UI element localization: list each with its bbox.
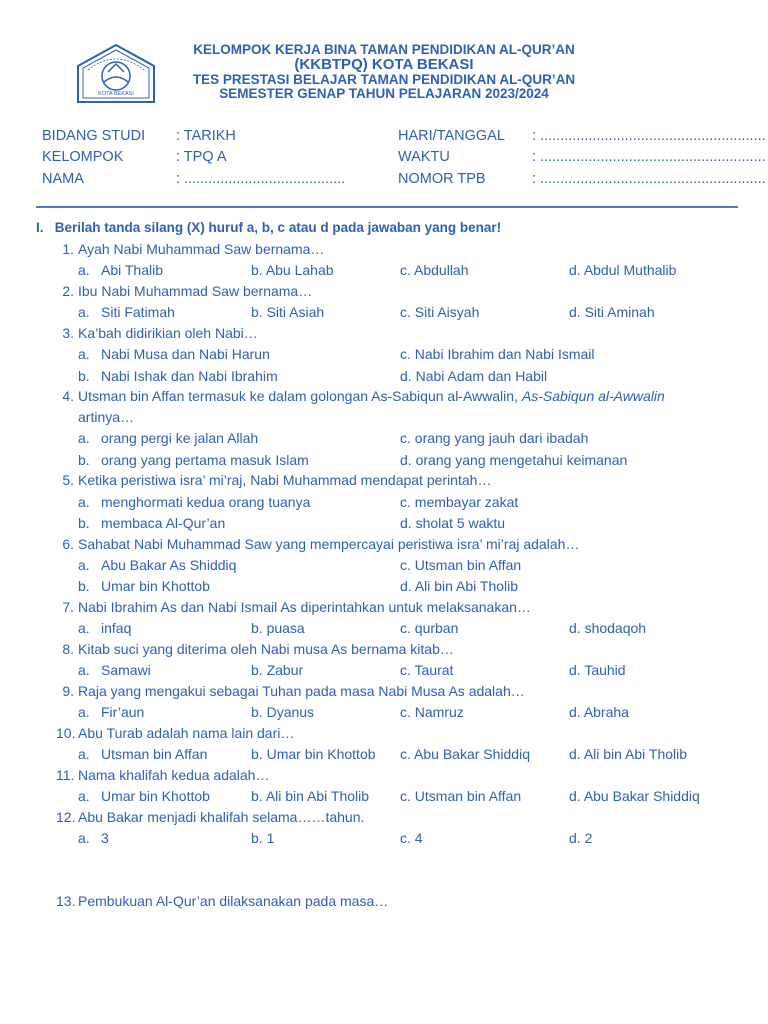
option-11c[interactable]: c. Utsman bin Affan bbox=[400, 788, 522, 804]
option-1c[interactable]: c. Abdullah bbox=[400, 262, 469, 278]
question-text: Abu Bakar menjadi khalifah selama……tahun. bbox=[78, 809, 365, 825]
instruction-text: Berilah tanda silang (X) huruf a, b, c atau d pada jawaban yang benar! bbox=[54, 220, 502, 235]
question-text: Ibu Nabi Muhammad Saw bernama… bbox=[78, 283, 313, 299]
bidang-studi-value: : TARIKH bbox=[176, 128, 236, 144]
option-9c[interactable]: c. Namruz bbox=[400, 704, 464, 720]
option-7a[interactable]: a. infaq bbox=[78, 620, 132, 636]
option-11b[interactable]: b. Ali bin Abi Tholib bbox=[251, 788, 370, 804]
option-7c[interactable]: c. qurban bbox=[400, 620, 459, 636]
kelompok-value: : TPQ A bbox=[176, 149, 227, 165]
option-2b[interactable]: b. Siti Asiah bbox=[251, 304, 325, 320]
section-instruction bbox=[36, 220, 501, 235]
question-text: Nama khalifah kedua adalah… bbox=[78, 767, 270, 783]
question-number: 4. bbox=[62, 388, 74, 404]
option-7b[interactable]: b. puasa bbox=[251, 620, 305, 636]
option-5b[interactable]: b. membaca Al-Qur’an bbox=[78, 515, 226, 531]
option-5d[interactable]: d. sholat 5 waktu bbox=[400, 515, 506, 531]
option-7d[interactable]: d. shodaqoh bbox=[569, 620, 647, 636]
option-8b[interactable]: b. Zabur bbox=[251, 662, 304, 678]
question-text: Sahabat Nabi Muhammad Saw yang mempercayai peristiwa isra’ mi’raj adalah… bbox=[78, 536, 580, 552]
option-11a[interactable]: a. Umar bin Khottob bbox=[78, 788, 210, 804]
question-number: 11. bbox=[56, 767, 75, 783]
question-number: 13. bbox=[56, 893, 76, 909]
bidang-studi-label: BIDANG STUDI bbox=[42, 128, 146, 144]
option-3d[interactable]: d. Nabi Adam dan Habil bbox=[400, 368, 548, 384]
option-8a[interactable]: a. Samawi bbox=[78, 662, 151, 678]
nama-label: NAMA bbox=[42, 171, 84, 187]
question-text: Ayah Nabi Muhammad Saw bernama… bbox=[78, 241, 325, 257]
option-10a[interactable]: a. Utsman bin Affan bbox=[78, 746, 208, 762]
question-number: 9. bbox=[62, 683, 74, 699]
question-text: Abu Turab adalah nama lain dari… bbox=[78, 725, 295, 741]
question-text-italic: As-Sabiqun al-Awwalin bbox=[521, 388, 665, 404]
option-4a[interactable]: a. orang pergi ke jalan Allah bbox=[78, 430, 259, 446]
divider-line bbox=[36, 206, 738, 208]
option-12a[interactable]: a. 3 bbox=[78, 830, 109, 846]
header-line-1: KELOMPOK KERJA BINA TAMAN PENDIDIKAN AL-QUR’AN bbox=[193, 42, 575, 57]
option-3b[interactable]: b. Nabi Ishak dan Nabi Ibrahim bbox=[78, 368, 278, 384]
option-12d[interactable]: d. 2 bbox=[569, 830, 593, 846]
option-1b[interactable]: b. Abu Lahab bbox=[251, 262, 334, 278]
option-6c[interactable]: c. Utsman bin Affan bbox=[400, 557, 522, 573]
kkbtpq-logo bbox=[74, 42, 158, 106]
question-text: Utsman bin Affan termasuk ke dalam golongan As-Sabiqun al-Awwalin, bbox=[78, 388, 518, 404]
option-11d[interactable]: d. Abu Bakar Shiddiq bbox=[569, 788, 700, 804]
hari-tanggal-label: HARI/TANGGAL bbox=[398, 128, 505, 144]
option-10c[interactable]: c. Abu Bakar Shiddiq bbox=[400, 746, 530, 762]
waktu-label: WAKTU bbox=[398, 149, 450, 165]
question-number: 10. bbox=[56, 725, 76, 741]
question-text: Ketika peristiwa isra’ mi’raj, Nabi Muhammad mendapat perintah… bbox=[78, 472, 492, 488]
option-1d[interactable]: d. Abdul Muthalib bbox=[569, 262, 677, 278]
kelompok-label: KELOMPOK bbox=[42, 149, 124, 165]
option-6b[interactable]: b. Umar bin Khottob bbox=[78, 578, 210, 594]
nama-field[interactable]: : ........................................ bbox=[176, 171, 346, 187]
option-5a[interactable]: a. menghormati kedua orang tuanya bbox=[78, 494, 311, 510]
question-number: 8. bbox=[62, 641, 74, 657]
header-line-4: SEMESTER GENAP TAHUN PELAJARAN 2023/2024 bbox=[219, 86, 549, 101]
question-number: 7. bbox=[62, 599, 74, 615]
option-9d[interactable]: d. Abraha bbox=[569, 704, 629, 720]
section-numeral: I. bbox=[36, 220, 44, 235]
header-line-3: TES PRESTASI BELAJAR TAMAN PENDIDIKAN AL-QUR’AN bbox=[192, 72, 576, 87]
option-12c[interactable]: c. 4 bbox=[400, 830, 423, 846]
logo-text: KOTA BEKASI bbox=[98, 91, 134, 97]
header-line-2: (KKBTPQ) KOTA BEKASI bbox=[294, 56, 474, 73]
question-number: 6. bbox=[62, 536, 74, 552]
question-text: Ka’bah didirikian oleh Nabi… bbox=[78, 325, 258, 341]
option-2d[interactable]: d. Siti Aminah bbox=[569, 304, 655, 320]
option-2c[interactable]: c. Siti Aisyah bbox=[400, 304, 480, 320]
option-6a[interactable]: a. Abu Bakar As Shiddiq bbox=[78, 557, 237, 573]
option-3c[interactable]: c. Nabi Ibrahim dan Nabi Ismail bbox=[400, 346, 595, 362]
hari-tanggal-field[interactable]: : ........................................................ bbox=[532, 128, 766, 144]
option-10d[interactable]: d. Ali bin Abi Tholib bbox=[569, 746, 688, 762]
option-8c[interactable]: c. Taurat bbox=[400, 662, 454, 678]
question-number: 3. bbox=[62, 325, 74, 341]
option-12b[interactable]: b. 1 bbox=[251, 830, 275, 846]
question-text: Raja yang mengakui sebagai Tuhan pada masa Nabi Musa As adalah… bbox=[78, 683, 525, 699]
question-text: artinya… bbox=[78, 409, 135, 425]
option-4d[interactable]: d. orang yang mengetahui keimanan bbox=[400, 452, 628, 468]
option-4c[interactable]: c. orang yang jauh dari ibadah bbox=[400, 430, 589, 446]
option-3a[interactable]: a. Nabi Musa dan Nabi Harun bbox=[78, 346, 270, 362]
question-text: Nabi Ibrahim As dan Nabi Ismail As diperintahkan untuk melaksanakan… bbox=[78, 599, 531, 615]
option-2a[interactable]: a. Siti Fatimah bbox=[78, 304, 175, 320]
option-4b[interactable]: b. orang yang pertama masuk Islam bbox=[78, 452, 309, 468]
option-9b[interactable]: b. Dyanus bbox=[251, 704, 315, 720]
option-1a[interactable]: a. Abi Thalib bbox=[78, 262, 164, 278]
question-text: Pembukuan Al-Qur’an dilaksanakan pada masa… bbox=[78, 893, 389, 909]
question-number: 5. bbox=[62, 472, 74, 488]
question-text: Kitab suci yang diterima oleh Nabi musa As bernama kitab… bbox=[78, 641, 454, 657]
option-6d[interactable]: d. Ali bin Abi Tholib bbox=[400, 578, 519, 594]
option-10b[interactable]: b. Umar bin Khottob bbox=[251, 746, 376, 762]
question-number: 12. bbox=[56, 809, 76, 825]
question-number: 2. bbox=[62, 283, 74, 299]
option-8d[interactable]: d. Tauhid bbox=[569, 662, 626, 678]
question-number: 1. bbox=[62, 241, 74, 257]
option-9a[interactable]: a. Fir’aun bbox=[78, 704, 145, 720]
nomor-tpb-field[interactable]: : ........................................................ bbox=[532, 171, 766, 187]
waktu-field[interactable]: : ........................................................ bbox=[532, 149, 766, 165]
option-5c[interactable]: c. membayar zakat bbox=[400, 494, 519, 510]
nomor-tpb-label: NOMOR TPB bbox=[398, 171, 486, 187]
